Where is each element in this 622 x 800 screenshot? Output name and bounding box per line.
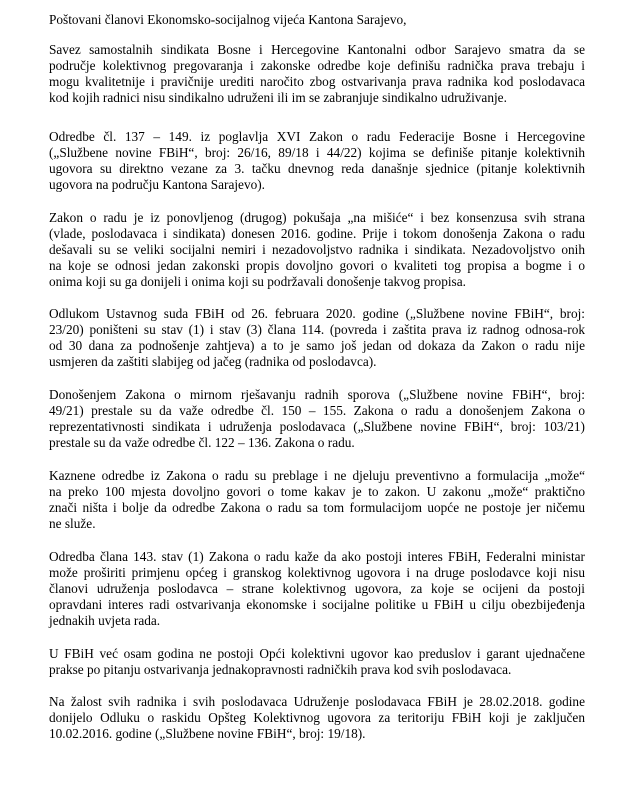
paragraph-line: na koje se odnosi jedan zakonski propis dovoljno govori o kvaliteti tog propisa a bogme i o	[49, 258, 585, 273]
paragraph-line: ugovora su direktno vezane za 3. tačku dnevnog reda današnje sjednice (pitanje kolektivnih	[49, 161, 585, 176]
paragraph-line: Savez samostalnih sindikata Bosne i Hercegovine Kantonalni odbor Sarajevo smatra da se	[49, 42, 585, 57]
paragraph-line: Donošenjem Zakona o mirnom rješavanju radnih sporova („Službene novine FBiH“, broj:	[49, 387, 585, 402]
paragraph-line: donijelo Odluku o raskidu Opšteg Kolektivnog ugovora za teritoriju FBiH koji je zaključen	[49, 710, 585, 725]
salutation: Poštovani članovi Ekonomsko-socijalnog vijeća Kantona Sarajevo,	[49, 12, 407, 27]
paragraph-line: prakse po pitanju ostvarivanja jednakopravnosti radničkih prava kod svih poslodavaca.	[49, 662, 512, 677]
paragraph-line: 23/20) poništeni su stav (1) i stav (3) člana 114. (povreda i zaštita prava iz radnog odnosa-rok	[49, 322, 585, 337]
paragraph-line: onima koji su ga donijeli i onima koji su podržavali donošenje takvog propisa.	[49, 274, 466, 289]
paragraph-line: područje kolektivnog pregovaranja i zakonske odredbe koje definišu radnička prava trebaju i	[49, 58, 585, 73]
paragraph-line: Odlukom Ustavnog suda FBiH od 26. februara 2020. godine („Službene novine FBiH“, broj:	[49, 306, 585, 321]
paragraph-line: U FBiH već osam godina ne postoji Opći kolektivni ugovor kao preduslov i garant ujednačene	[49, 646, 585, 661]
paragraph-line: Zakon o radu je iz ponovljenog (drugog) pokušaja „na mišiće“ i bez konsenzusa svih strana	[49, 210, 585, 225]
paragraph-line: članovi udruženja poslodavca – strane kolektivnog ugovora, za koje se ocijeni da postoji	[49, 581, 585, 596]
paragraph-line: Odredba člana 143. stav (1) Zakona o radu kaže da ako postoji interes FBiH, Federalni ministar	[49, 549, 585, 564]
paragraph-line: od 30 dana za podnošenje zahtjeva) a to je samo još jedan od dokaza da Zakon o radu nije	[49, 338, 585, 353]
paragraph-line: Na žalost svih radnika i svih poslodavaca Udruženje poslodavaca FBiH je 28.02.2018. godine	[49, 694, 585, 709]
paragraph-line: ugovora na području Kantona Sarajevo).	[49, 177, 266, 192]
paragraph-line: 10.02.2016. godine („Službene novine FBiH“, broj: 19/18).	[49, 726, 366, 741]
paragraph-line: opravdani interes radi ostvarivanja ekonomske i socijalne politike u FBiH u cilju obezbijeđenja	[49, 597, 585, 612]
paragraph-line: na preko 100 mjesta dovoljno govori o tome kakav je to zakon. U zakonu „može“ praktično	[49, 484, 585, 499]
paragraph-line: 49/21) prestale su da važe odredbe čl. 150 – 155. Zakona o radu a donošenjem Zakona o	[49, 403, 585, 418]
paragraph-line: Kaznene odredbe iz Zakona o radu su preblage i ne djeluju preventivno a formulacija „može“	[49, 468, 585, 483]
paragraph-line: može proširiti primjenu općeg i granskog kolektivnog ugovora i na druge poslodavce koji nisu	[49, 565, 585, 580]
paragraph-line: ne služe.	[49, 516, 96, 531]
paragraph-line: mogu kvalitetnije i pravičnije urediti naročito zbog ostvarivanja prava radnika kod poslodavaca	[49, 74, 585, 89]
paragraph-line: prestale su da važe odredbe čl. 122 – 136. Zakona o radu.	[49, 435, 355, 450]
paragraph-line: kod kojih radnici nisu sindikalno udruženi ili im se zabranjuje sindikalno udruživanje.	[49, 90, 507, 105]
paragraph-line: Odredbe čl. 137 – 149. iz poglavlja XVI Zakon o radu Federacije Bosne i Hercegovine	[49, 129, 585, 144]
paragraph-line: (vlade, poslodavaca i sindikata) donesen 2016. godine. Prije i tokom donošenja Zakona o radu	[49, 226, 585, 241]
paragraph-line: dešavali su se veliki socijalni nemiri i nezadovoljstvo radnika i sindikata. Nezadovoljstvo onih	[49, 242, 585, 257]
paragraph-line: („Službene novine FBiH“, broj: 26/16, 89/18 i 44/22) kojima se definiše pitanje kolektivnih	[49, 145, 585, 160]
paragraph-line: znači ništa i bolje da odredbe Zakona o radu sa tom formulacijom uopće ne postoje jer ničemu	[49, 500, 585, 515]
paragraph-line: usmjeren da zaštiti slabijeg od jačeg (radnika od poslodavca).	[49, 354, 377, 369]
paragraph-line: jednakih uvjeta rada.	[49, 613, 161, 628]
paragraph-line: reprezentativnosti sindikata i udruženja poslodavaca („Službene novine FBiH“, broj: 103/21)	[49, 419, 585, 434]
